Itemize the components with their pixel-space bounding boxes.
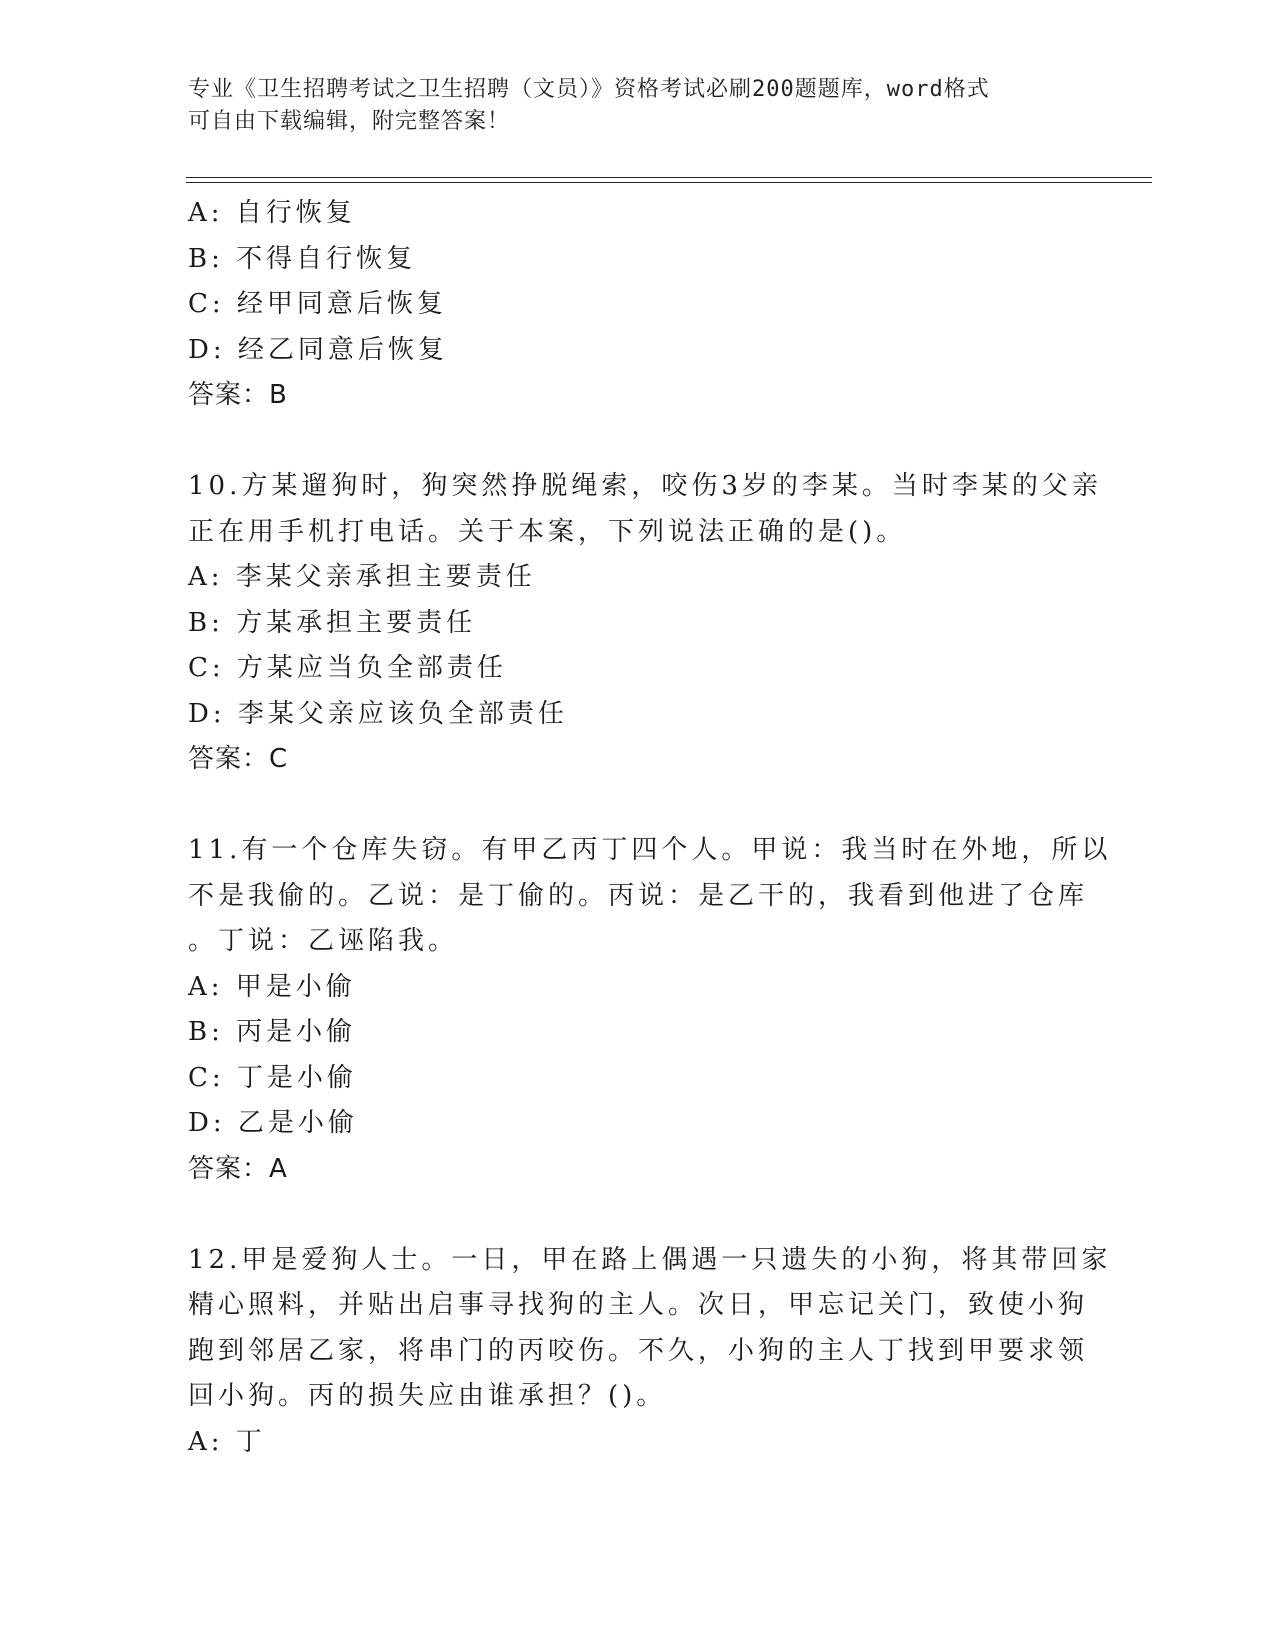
- spacer: [188, 419, 1088, 465]
- answer-line: 答案：C: [188, 744, 289, 774]
- option-d: D: 乙是小偷: [188, 1108, 358, 1138]
- option-c: C: 丁是小偷: [188, 1062, 357, 1093]
- option-b: B: 不得自行恢复: [188, 243, 417, 274]
- question-stem-line: 不是我偷的。乙说：是丁偷的。丙说：是乙干的，我看到他进了仓库: [188, 880, 1089, 911]
- header-divider-top: [186, 177, 1152, 178]
- question-12: [188, 1238, 1112, 1466]
- option-c: C: 经甲同意后恢复: [188, 289, 447, 319]
- document-body: [188, 191, 1112, 1465]
- option-b: B: 丙是小偷: [188, 1017, 357, 1047]
- question-10: [188, 464, 1102, 783]
- answer-line: 答案：B: [188, 380, 288, 410]
- option-c: C: 方某应当负全部责任: [188, 653, 507, 683]
- option-d: D: 李某父亲应该负全部责任: [188, 698, 568, 729]
- spacer: [188, 783, 1088, 829]
- question-stem-line: 精心照料，并贴出启事寻找狗的主人。次日，甲忘记关门，致使小狗: [188, 1290, 1089, 1320]
- option-a: A: 自行恢复: [188, 198, 356, 228]
- question-11: [188, 828, 1112, 1192]
- answer-line: 答案：A: [188, 1153, 288, 1184]
- question-9: [188, 191, 1088, 419]
- spacer: [188, 1192, 1088, 1238]
- question-stem-line: 正在用手机打电话。关于本案，下列说法正确的是()。: [188, 516, 907, 547]
- question-stem-line: 跑到邻居乙家，将串门的丙咬伤。不久，小狗的主人丁找到甲要求领: [188, 1335, 1089, 1366]
- document-header: [188, 74, 1088, 138]
- question-stem-line: 12.甲是爱狗人士。一日，甲在路上偶遇一只遗失的小狗，将其带回家: [188, 1244, 1112, 1275]
- option-d: D: 经乙同意后恢复: [188, 334, 448, 365]
- question-stem-line: 11.有一个仓库失窃。有甲乙丙丁四个人。甲说：我当时在外地，所以: [188, 835, 1112, 865]
- option-a: A: 丁: [188, 1426, 266, 1457]
- option-a: A: 甲是小偷: [188, 971, 356, 1002]
- option-a: A: 李某父亲承担主要责任: [188, 562, 536, 592]
- option-b: B: 方某承担主要责任: [188, 607, 477, 638]
- question-stem-line: 10.方某遛狗时，狗突然挣脱绳索，咬伤3岁的李某。当时李某的父亲: [188, 471, 1102, 501]
- header-line-2: 可自由下载编辑，附完整答案！: [188, 109, 511, 134]
- header-divider-bottom: [186, 182, 1152, 183]
- question-stem-line: 回小狗。丙的损失应由谁承担？()。: [188, 1381, 667, 1411]
- header-line-1: 专业《卫生招聘考试之卫生招聘（文员）》资格考试必刷200题题库，word格式: [188, 77, 990, 102]
- question-stem-line: 。丁说：乙诬陷我。: [188, 926, 459, 956]
